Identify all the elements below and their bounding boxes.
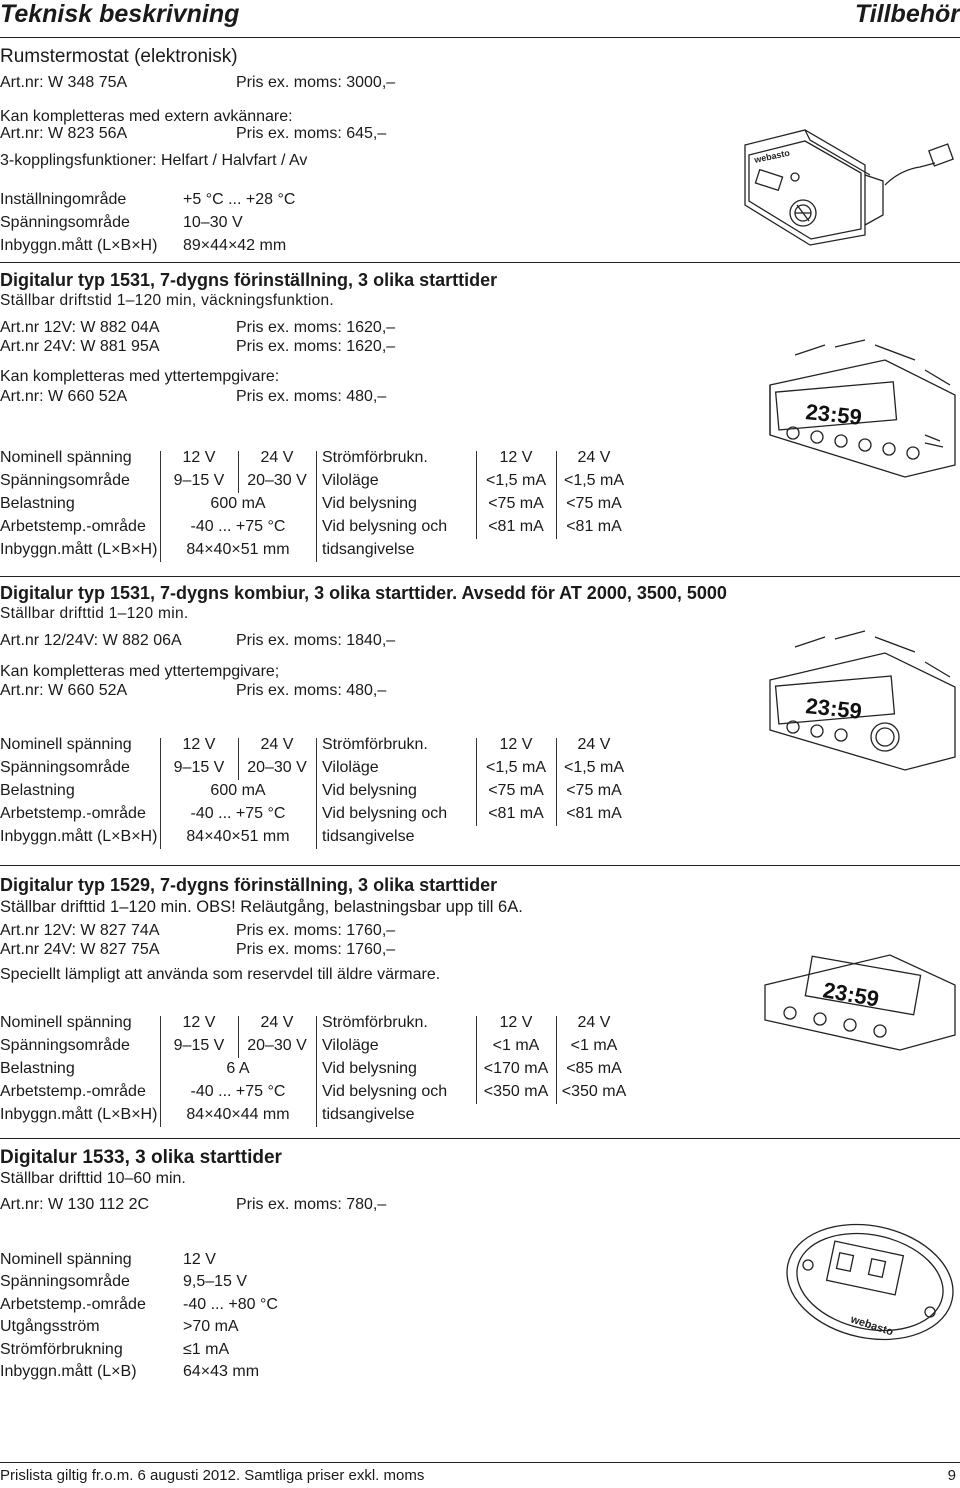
table-header-cell: Nominell spänning (0, 736, 132, 753)
table-divider (556, 738, 557, 826)
table-cell: Vid belysning (322, 782, 417, 799)
table-cell: 20–30 V (247, 472, 307, 489)
table-header-cell: Strömförbrukn. (322, 1014, 428, 1031)
table-cell: <75 mA (566, 782, 622, 799)
table-header-cell: 12 V (182, 449, 216, 466)
table-cell: Vid belysning och (322, 518, 448, 535)
thermostat-title: Rumstermostat (elektronisk) (0, 46, 238, 67)
table-header-cell: Strömförbrukn. (322, 736, 428, 753)
note: Speciellt lämpligt att använda som reservdel till äldre värmare. (0, 966, 441, 983)
art-nr: Art.nr: W 660 52A (0, 388, 128, 405)
table-cell: -40 ... +75 °C (190, 1083, 286, 1100)
art-nr: Art.nr 24V: W 827 75A (0, 941, 160, 958)
table-divider (160, 1016, 161, 1127)
spec-value: 89×44×42 mm (183, 237, 287, 254)
table-cell: Vid belysning och (322, 805, 448, 822)
spec-value: 10–30 V (183, 214, 243, 231)
spec-label: Inställningområde (0, 191, 127, 208)
table-cell: tidsangivelse (322, 828, 415, 845)
art-nr: Art.nr: W 660 52A (0, 682, 128, 699)
table-cell: 600 mA (210, 495, 266, 512)
table-cell: <1,5 mA (563, 759, 625, 776)
table-cell: <1,5 mA (485, 759, 547, 776)
product-title: Digitalur typ 1529, 7-dygns förinställning, 3 olika starttider (0, 875, 498, 895)
table-divider (556, 1016, 557, 1104)
table-cell: 84×40×44 mm (186, 1106, 290, 1123)
spec-label: Spänningsområde (0, 214, 130, 231)
art-nr: Art.nr 12V: W 882 04A (0, 319, 160, 336)
table-cell: Inbyggn.mått (L×B×H) (0, 541, 158, 558)
product-title: Digitalur typ 1531, 7-dygns förinställning, 3 olika starttider (0, 270, 498, 290)
table-cell: 9–15 V (173, 1037, 225, 1054)
spec-value: +5 °C ... +28 °C (183, 191, 296, 208)
table-header-cell: 12 V (499, 449, 533, 466)
spec-value: 64×43 mm (183, 1363, 260, 1380)
table-divider (238, 1016, 239, 1058)
price: Pris ex. moms: 480,– (236, 682, 387, 699)
timer-display: 23:59 (804, 693, 864, 724)
spec-label: Inbyggn.mått (L×B) (0, 1363, 137, 1380)
table-cell: 9–15 V (173, 472, 225, 489)
price: Pris ex. moms: 780,– (236, 1196, 387, 1213)
price: Pris ex. moms: 480,– (236, 388, 387, 405)
note: Kan kompletteras med yttertempgivare; (0, 663, 280, 680)
table-cell: <75 mA (488, 782, 544, 799)
spec-label: Arbetstemp.-område (0, 1296, 146, 1313)
table-divider (316, 738, 317, 849)
table-cell: 84×40×51 mm (186, 541, 290, 558)
price: Pris ex. moms: 1760,– (236, 941, 396, 958)
table-cell: Arbetstemp.-område (0, 1083, 146, 1100)
table-cell: Arbetstemp.-område (0, 805, 146, 822)
price: Pris ex. moms: 3000,– (236, 74, 396, 91)
table-cell: <1,5 mA (563, 472, 625, 489)
spec-value: ≤1 mA (183, 1341, 230, 1358)
oval-timer-illustration (780, 1220, 960, 1345)
footer-rule (0, 1462, 960, 1463)
table-header-cell: 24 V (260, 736, 294, 753)
table-header-cell: 24 V (577, 736, 611, 753)
section-title: Tillbehör (854, 0, 960, 28)
footer-text: Prislista giltig fr.o.m. 6 augusti 2012. Samtliga priser exkl. moms (0, 1467, 425, 1484)
table-divider (476, 451, 477, 539)
table-divider (160, 451, 161, 562)
price: Pris ex. moms: 1760,– (236, 922, 396, 939)
table-cell: <170 mA (483, 1060, 549, 1077)
table-cell: -40 ... +75 °C (190, 805, 286, 822)
price: Pris ex. moms: 1620,– (236, 338, 396, 355)
digital-timer-illustration (765, 335, 960, 480)
table-cell: Inbyggn.mått (L×B×H) (0, 1106, 158, 1123)
section-rule (0, 1138, 960, 1139)
table-cell: Vid belysning (322, 495, 417, 512)
table-header-cell: 12 V (499, 1014, 533, 1031)
note: Kan kompletteras med extern avkännare: (0, 108, 293, 125)
table-divider (160, 738, 161, 849)
product-subtitle: Ställbar drifttid 1–120 min. OBS! Reläutgång, belastningsbar upp till 6A. (0, 898, 523, 916)
table-divider (238, 451, 239, 493)
table-cell: <81 mA (566, 518, 622, 535)
header-rule (0, 37, 960, 38)
table-cell: 20–30 V (247, 759, 307, 776)
table-divider (476, 738, 477, 826)
table-header-cell: Nominell spänning (0, 449, 132, 466)
art-nr: Art.nr 24V: W 881 95A (0, 338, 160, 355)
product-subtitle: Ställbar driftstid 1–120 min, väckningsfunktion. (0, 292, 335, 309)
table-cell: Viloläge (322, 472, 379, 489)
table-cell: Viloläge (322, 759, 379, 776)
digital-timer-illustration (760, 945, 960, 1055)
table-cell: <81 mA (566, 805, 622, 822)
art-nr: Art.nr: W 823 56A (0, 125, 128, 142)
timer-display: 23:59 (804, 399, 864, 430)
note: Kan kompletteras med yttertempgivare: (0, 368, 280, 385)
table-cell: <85 mA (566, 1060, 622, 1077)
timer-display: 23:59 (821, 977, 881, 1012)
function-text: 3-kopplingsfunktioner: Helfart / Halvfart / Av (0, 152, 308, 169)
table-header-cell: 12 V (499, 736, 533, 753)
table-divider (316, 451, 317, 562)
table-header-cell: 24 V (260, 1014, 294, 1031)
doc-title: Teknisk beskrivning (0, 0, 240, 28)
product-subtitle: Ställbar drifttid 10–60 min. (0, 1170, 186, 1187)
table-cell: Belastning (0, 495, 75, 512)
table-cell: <81 mA (488, 805, 544, 822)
table-divider (476, 1016, 477, 1104)
spec-label: Strömförbrukning (0, 1341, 123, 1358)
table-cell: Vid belysning (322, 1060, 417, 1077)
table-header-cell: 24 V (577, 1014, 611, 1031)
table-cell: <1 mA (492, 1037, 540, 1054)
svg-text:webasto: webasto (753, 147, 791, 165)
table-cell: <350 mA (561, 1083, 627, 1100)
table-cell: <350 mA (483, 1083, 549, 1100)
table-cell: 20–30 V (247, 1037, 307, 1054)
spec-label: Nominell spänning (0, 1251, 132, 1268)
art-nr: Art.nr: W 130 112 2C (0, 1196, 150, 1213)
table-header-cell: 12 V (182, 1014, 216, 1031)
spec-value: >70 mA (183, 1318, 239, 1335)
section-rule (0, 576, 960, 577)
table-divider (316, 1016, 317, 1127)
table-cell: 9–15 V (173, 759, 225, 776)
price: Pris ex. moms: 1620,– (236, 319, 396, 336)
table-cell: 6 A (226, 1060, 250, 1077)
page-number: 9 (947, 1467, 956, 1484)
table-cell: 84×40×51 mm (186, 828, 290, 845)
table-divider (556, 451, 557, 539)
table-header-cell: 24 V (260, 449, 294, 466)
thermostat-illustration (735, 125, 960, 250)
spec-label: Spänningsområde (0, 1273, 130, 1290)
art-nr: Art.nr: W 348 75A (0, 74, 128, 91)
table-header-cell: 24 V (577, 449, 611, 466)
table-cell: tidsangivelse (322, 1106, 415, 1123)
table-header-cell: Strömförbrukn. (322, 449, 428, 466)
table-cell: <1,5 mA (485, 472, 547, 489)
table-cell: -40 ... +75 °C (190, 518, 286, 535)
table-cell: Belastning (0, 782, 75, 799)
art-nr: Art.nr 12V: W 827 74A (0, 922, 160, 939)
spec-label: Utgångsström (0, 1318, 100, 1335)
table-header-cell: 12 V (182, 736, 216, 753)
svg-text:webasto: webasto (849, 1313, 895, 1339)
table-cell: <75 mA (566, 495, 622, 512)
product-subtitle: Ställbar drifttid 1–120 min. (0, 605, 189, 622)
section-rule (0, 865, 960, 866)
table-cell: Belastning (0, 1060, 75, 1077)
table-cell: Arbetstemp.-område (0, 518, 146, 535)
section-rule (0, 262, 960, 263)
spec-value: 12 V (183, 1251, 216, 1268)
table-cell: <75 mA (488, 495, 544, 512)
spec-label: Inbyggn.mått (L×B×H) (0, 237, 158, 254)
spec-value: 9,5–15 V (183, 1273, 248, 1290)
table-cell: Vid belysning och (322, 1083, 448, 1100)
table-header-cell: Nominell spänning (0, 1014, 132, 1031)
table-cell: Spänningsområde (0, 472, 130, 489)
product-title: Digitalur typ 1531, 7-dygns kombiur, 3 olika starttider. Avsedd för AT 2000, 3500, 5000 (0, 583, 727, 603)
table-cell: Spänningsområde (0, 1037, 130, 1054)
table-divider (238, 738, 239, 780)
table-cell: Viloläge (322, 1037, 379, 1054)
table-cell: tidsangivelse (322, 541, 415, 558)
table-cell: <1 mA (570, 1037, 618, 1054)
spec-value: -40 ... +80 °C (183, 1296, 278, 1313)
table-cell: 600 mA (210, 782, 266, 799)
price: Pris ex. moms: 645,– (236, 125, 387, 142)
art-nr: Art.nr 12/24V: W 882 06A (0, 632, 182, 649)
price: Pris ex. moms: 1840,– (236, 632, 396, 649)
product-title: Digitalur 1533, 3 olika starttider (0, 1147, 282, 1168)
table-cell: <81 mA (488, 518, 544, 535)
table-cell: Spänningsområde (0, 759, 130, 776)
table-cell: Inbyggn.mått (L×B×H) (0, 828, 158, 845)
digital-timer-illustration (765, 625, 960, 775)
